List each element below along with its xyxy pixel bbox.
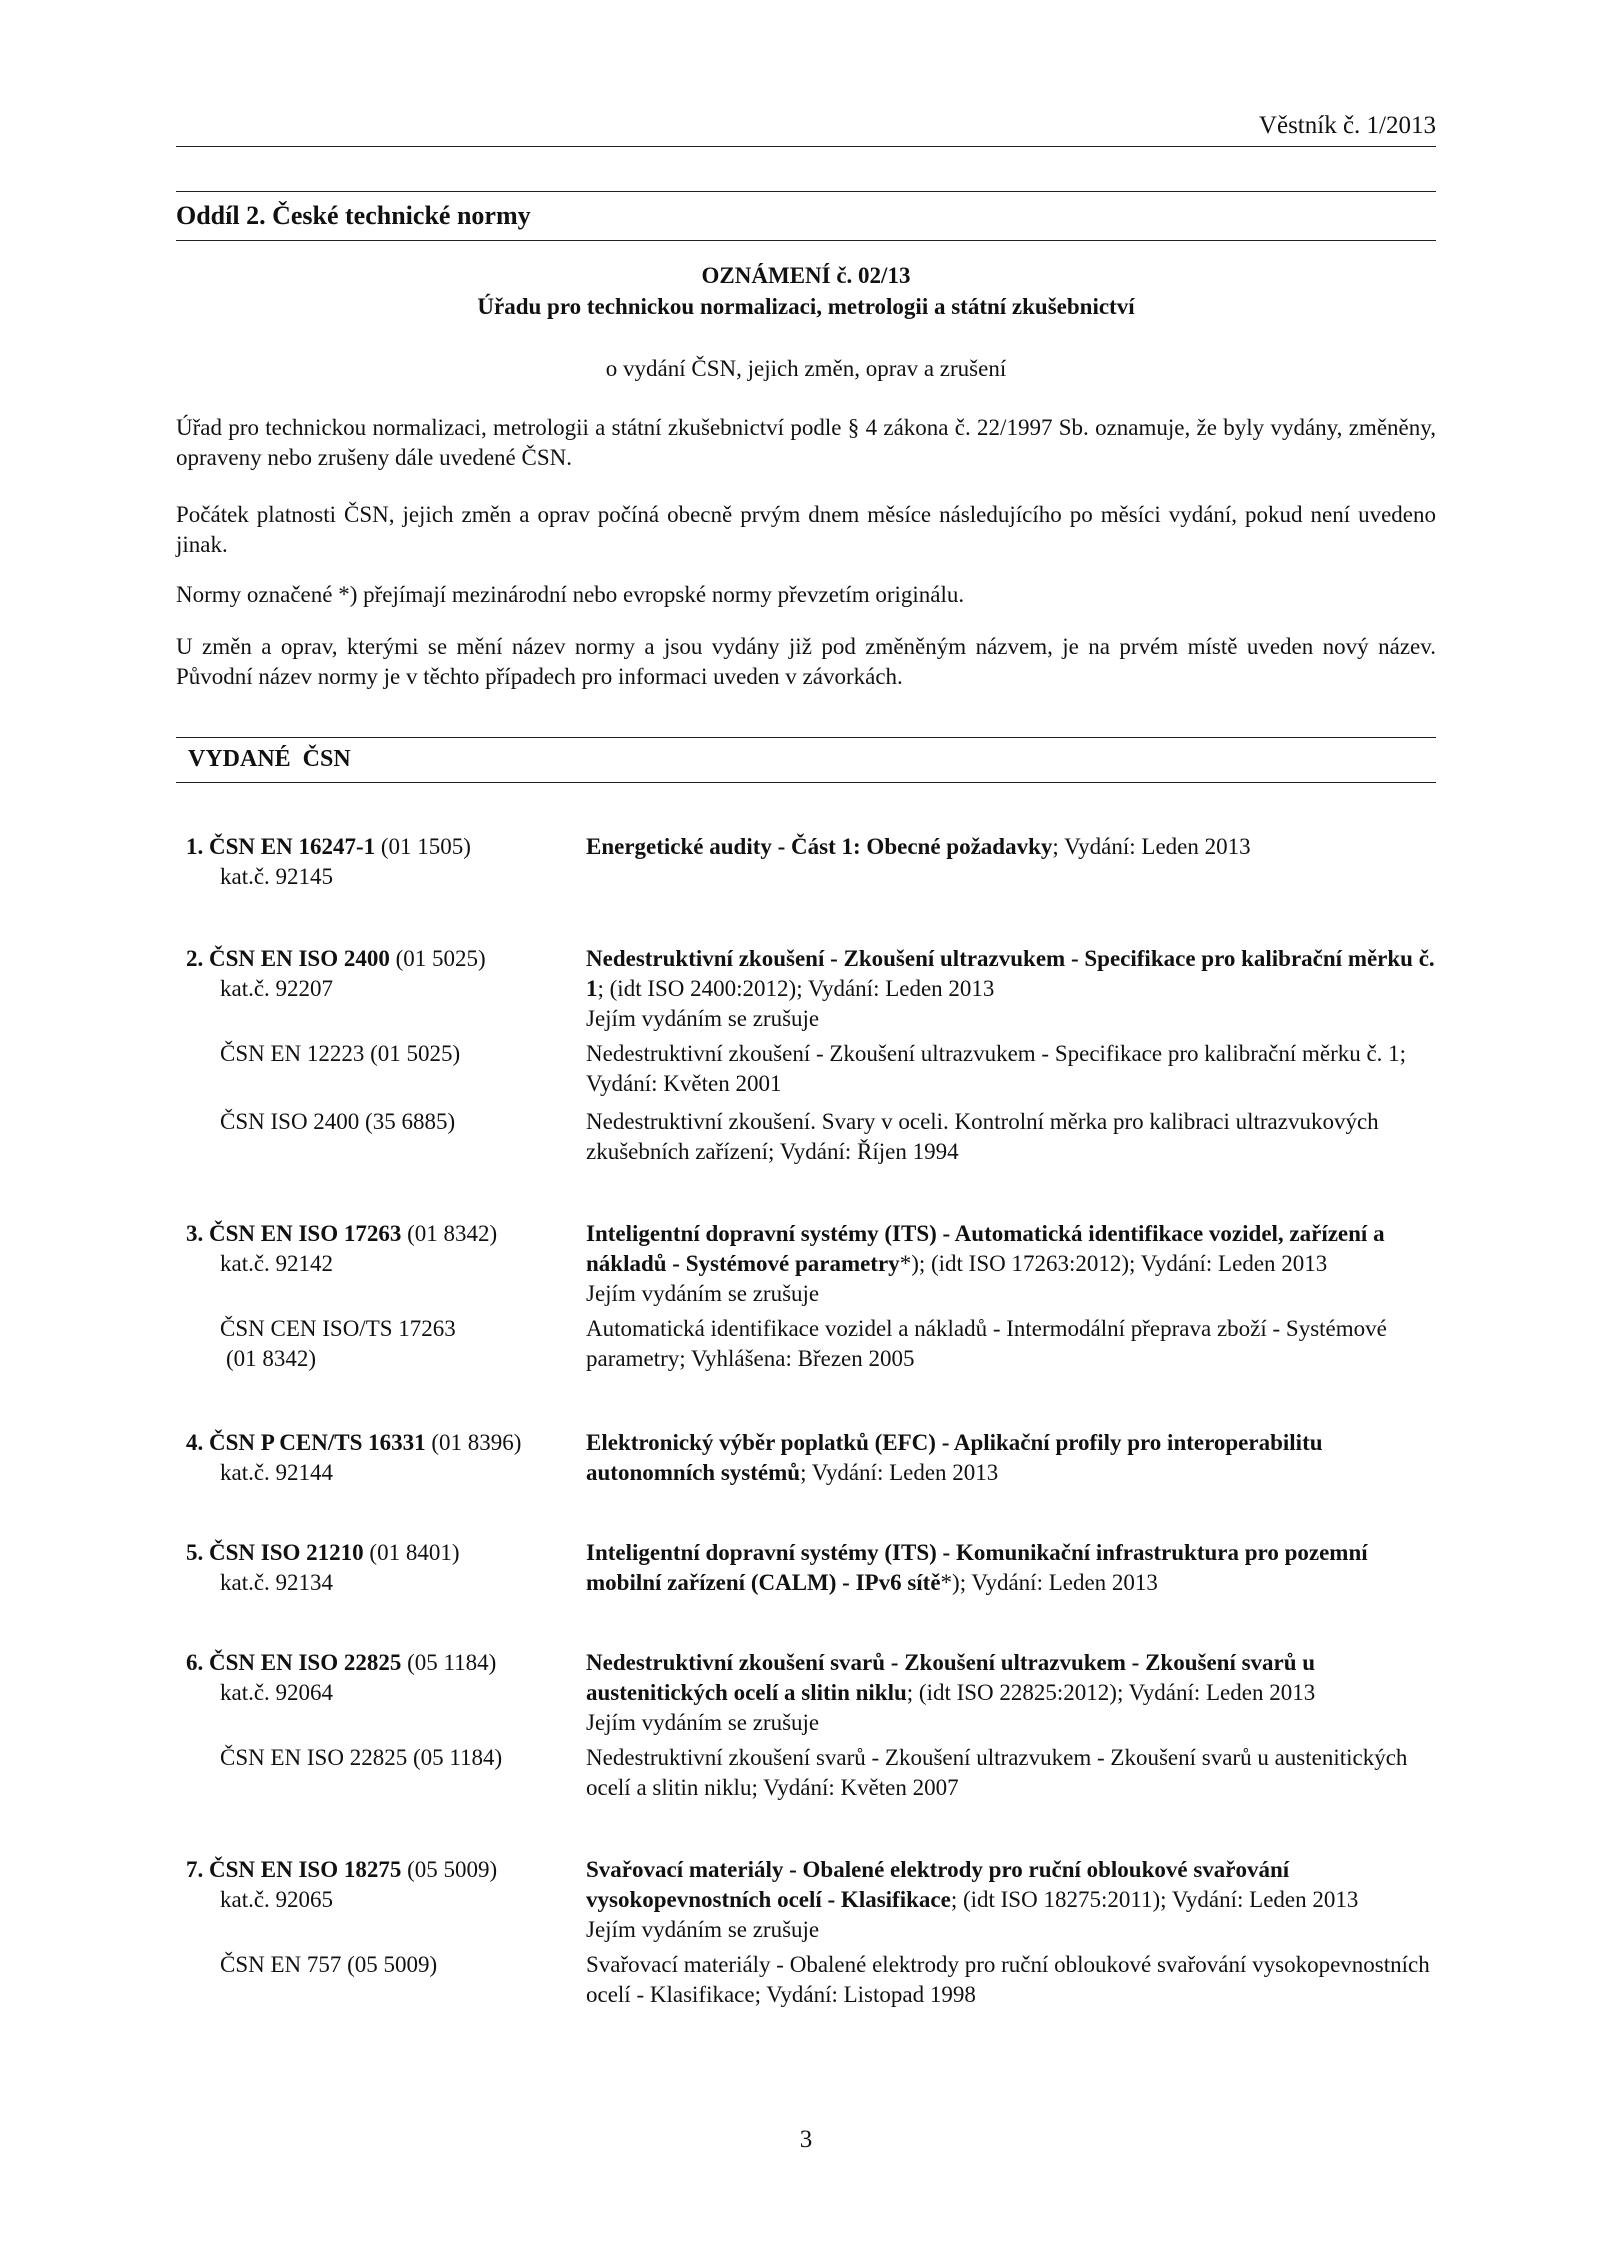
replaced-designation: ČSN ISO 2400 (35 6885) bbox=[220, 1109, 456, 1134]
replaces-note: Jejím vydáním se zrušuje bbox=[586, 1281, 820, 1306]
catalog-number: kat.č. 92207 bbox=[220, 976, 334, 1001]
standard-title: Nedestruktivní zkoušení - Zkoušení ultrazvukem - Specifikace pro kalibrační měrku č. 1; (idt ISO 2400:2012); Vydání: Leden 2013 Jejím vydáním se zrušuje bbox=[586, 944, 1436, 1034]
standard-designation: 6. ČSN EN ISO 22825 (05 1184) bbox=[186, 1650, 497, 1675]
catalog-number: kat.č. 92145 bbox=[220, 864, 334, 889]
standard-designation: 1. ČSN EN 16247-1 (01 1505) bbox=[186, 834, 471, 859]
replaced-designation: ČSN CEN ISO/TS 17263 bbox=[220, 1316, 456, 1341]
replaced-designation: ČSN EN 12223 (01 5025) bbox=[220, 1041, 461, 1066]
page-number: 3 bbox=[799, 2126, 813, 2153]
standard-designation: 7. ČSN EN ISO 18275 (05 5009) bbox=[186, 1857, 498, 1882]
standard-designation: 5. ČSN ISO 21210 (01 8401) bbox=[186, 1540, 460, 1565]
validity-paragraph: Počátek platnosti ČSN, jejich změn a oprav počíná obecně prvým dnem měsíce následujícího po měsíci vydání, pokud není uvedeno jinak. bbox=[176, 502, 1436, 557]
replaces-note: Jejím vydáním se zrušuje bbox=[586, 1710, 820, 1735]
replaced-designation: ČSN EN ISO 22825 (05 1184) bbox=[220, 1745, 503, 1770]
replaced-title: Nedestruktivní zkoušení svarů - Zkoušení ultrazvukem - Zkoušení svarů u austenitických ocelí a slitin niklu; Vydání: Květen 2007 bbox=[586, 1745, 1408, 1800]
catalog-number: kat.č. 92065 bbox=[220, 1887, 334, 1912]
issued-bottom-rule bbox=[176, 782, 1436, 783]
announcement-title: OZNÁMENÍ č. 02/13 bbox=[701, 263, 911, 288]
issued-heading: VYDANÉ ČSN bbox=[188, 746, 351, 772]
standard-title: Inteligentní dopravní systémy (ITS) - Automatická identifikace vozidel, zařízení a nákladů - Systémové parametry*); (idt ISO 17263:2012); Vydání: Leden 2013 Jejím vydáním se zrušuje bbox=[586, 1219, 1436, 1309]
section-top-rule bbox=[176, 191, 1436, 192]
standard-title: Energetické audity - Část 1: Obecné požadavky; Vydání: Leden 2013 bbox=[586, 834, 1251, 859]
section-bottom-rule bbox=[176, 240, 1436, 241]
standard-title: Inteligentní dopravní systémy (ITS) - Komunikační infrastruktura pro pozemní mobilní zařízení (CALM) - IPv6 sítě*); Vydání: Leden 2013 bbox=[586, 1540, 1368, 1595]
replaces-note: Jejím vydáním se zrušuje bbox=[586, 1006, 820, 1031]
issue-header: Věstník č. 1/2013 bbox=[1258, 112, 1436, 139]
catalog-number: kat.č. 92142 bbox=[220, 1251, 334, 1276]
replaced-title: Nedestruktivní zkoušení - Zkoušení ultrazvukem - Specifikace pro kalibrační měrku č. 1; Vydání: Květen 2001 bbox=[586, 1041, 1407, 1096]
announcement-subject: o vydání ČSN, jejich změn, oprav a zrušení bbox=[605, 356, 1007, 381]
replaced-title: Nedestruktivní zkoušení. Svary v oceli. Kontrolní měrka pro kalibraci ultrazvukových zkušebních zařízení; Vydání: Říjen 1994 bbox=[586, 1109, 1379, 1164]
intro-paragraph: Úřad pro technickou normalizaci, metrologii a státní zkušebnictví podle § 4 zákona č. 22/1997 Sb. oznamuje, že byly vydány, změněny, opraveny nebo zrušeny dále uvedené ČSN. bbox=[176, 415, 1436, 470]
issued-top-rule bbox=[176, 737, 1436, 738]
document-page bbox=[176, 0, 1436, 2263]
replaced-class: (01 8342) bbox=[226, 1346, 317, 1371]
header-rule bbox=[176, 146, 1436, 147]
adoption-paragraph: Normy označené *) přejímají mezinárodní nebo evropské normy převzetím originálu. bbox=[176, 582, 965, 607]
catalog-number: kat.č. 92064 bbox=[220, 1680, 334, 1705]
announcement-office: Úřadu pro technickou normalizaci, metrologii a státní zkušebnictví bbox=[477, 294, 1135, 319]
standard-title: Elektronický výběr poplatků (EFC) - Aplikační profily pro interoperabilitu autonomních systémů; Vydání: Leden 2013 bbox=[586, 1430, 1323, 1485]
replaced-title: Automatická identifikace vozidel a nákladů - Intermodální přeprava zboží - Systémové parametry; Vyhlášena: Březen 2005 bbox=[586, 1316, 1387, 1371]
standard-title: Svařovací materiály - Obalené elektrody pro ruční obloukové svařování vysokopevnostních ocelí - Klasifikace; (idt ISO 18275:2011); Vydání: Leden 2013 Jejím vydáním se zrušuje bbox=[586, 1855, 1436, 1945]
standard-designation: 2. ČSN EN ISO 2400 (01 5025) bbox=[186, 946, 486, 971]
replaced-title: Svařovací materiály - Obalené elektrody pro ruční obloukové svařování vysokopevnostních ocelí - Klasifikace; Vydání: Listopad 1998 bbox=[586, 1952, 1430, 2007]
standard-title: Nedestruktivní zkoušení svarů - Zkoušení ultrazvukem - Zkoušení svarů u austenitických ocelí a slitin niklu; (idt ISO 22825:2012); Vydání: Leden 2013 Jejím vydáním se zrušuje bbox=[586, 1648, 1436, 1738]
standard-designation: 3. ČSN EN ISO 17263 (01 8342) bbox=[186, 1221, 498, 1246]
replaces-note: Jejím vydáním se zrušuje bbox=[586, 1917, 820, 1942]
replaced-designation: ČSN EN 757 (05 5009) bbox=[220, 1952, 438, 1977]
standard-designation: 4. ČSN P CEN/TS 16331 (01 8396) bbox=[186, 1430, 522, 1455]
catalog-number: kat.č. 92134 bbox=[220, 1570, 334, 1595]
section-title: Oddíl 2. České technické normy bbox=[176, 201, 531, 230]
renaming-paragraph: U změn a oprav, kterými se mění název normy a jsou vydány již pod změněným názvem, je na prvém místě uveden nový název. Původní název normy je v těchto případech pro informaci uveden v závorkách. bbox=[176, 634, 1436, 689]
catalog-number: kat.č. 92144 bbox=[220, 1460, 334, 1485]
